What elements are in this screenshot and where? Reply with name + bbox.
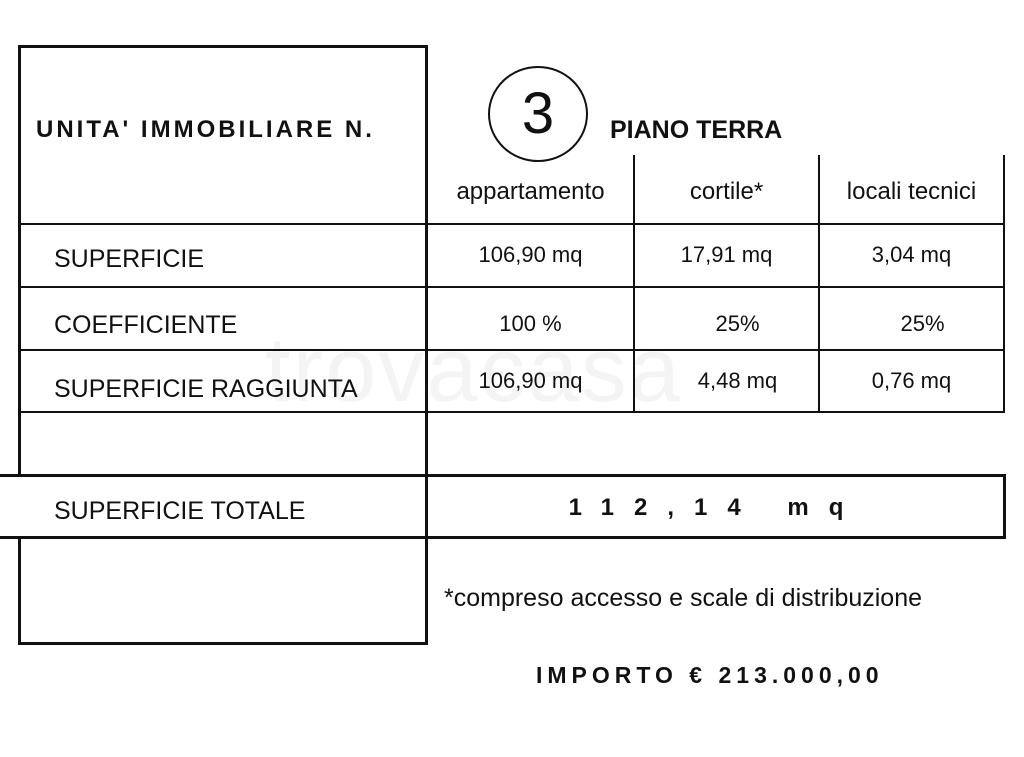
left-box-bottom-border	[18, 642, 428, 645]
total-box-top	[0, 474, 1006, 477]
row-divider-3	[19, 411, 1005, 413]
cell-coefficiente-locali-tecnici: 25%	[900, 311, 945, 336]
unit-number-circle	[488, 66, 588, 162]
footnote: *compreso accesso e scale di distribuzione	[444, 584, 923, 612]
total-value: 112,14 mq	[568, 494, 864, 521]
column-header-locali-tecnici: locali tecnici	[846, 178, 977, 205]
unit-number: 3	[521, 81, 555, 146]
cell-raggiunta-locali-tecnici: 0,76 mq	[871, 368, 952, 393]
row-divider-1	[19, 286, 1005, 288]
cell-superficie-appartamento: 106,90 mq	[478, 242, 583, 267]
unit-label: UNITA' IMMOBILIARE N.	[36, 116, 375, 143]
row-label-superficie: SUPERFICIE	[54, 245, 205, 273]
column-header-appartamento: appartamento	[456, 178, 605, 205]
floor-label: PIANO TERRA	[610, 116, 783, 144]
total-box-bottom	[0, 536, 1006, 539]
cell-raggiunta-appartamento: 106,90 mq	[478, 368, 583, 393]
row-divider-header	[19, 223, 1005, 225]
row-label-superficie-raggiunta: SUPERFICIE RAGGIUNTA	[54, 375, 358, 403]
divider-vertical-right	[1003, 155, 1005, 412]
column-header-cortile: cortile*	[689, 178, 764, 205]
cell-coefficiente-cortile: 25%	[715, 311, 760, 336]
cell-coefficiente-appartamento: 100 %	[499, 311, 562, 336]
cell-raggiunta-cortile: 4,48 mq	[697, 368, 778, 393]
row-label-coefficiente: COEFFICIENTE	[54, 311, 238, 339]
total-label: SUPERFICIE TOTALE	[54, 497, 306, 525]
cell-superficie-locali-tecnici: 3,04 mq	[871, 242, 952, 267]
left-box-left-border-lower	[18, 537, 21, 645]
left-box-top-border	[19, 45, 427, 48]
divider-vertical-main	[425, 45, 428, 645]
cell-superficie-cortile: 17,91 mq	[680, 242, 773, 267]
row-divider-2	[19, 349, 1005, 351]
price: IMPORTO € 213.000,00	[536, 662, 884, 688]
